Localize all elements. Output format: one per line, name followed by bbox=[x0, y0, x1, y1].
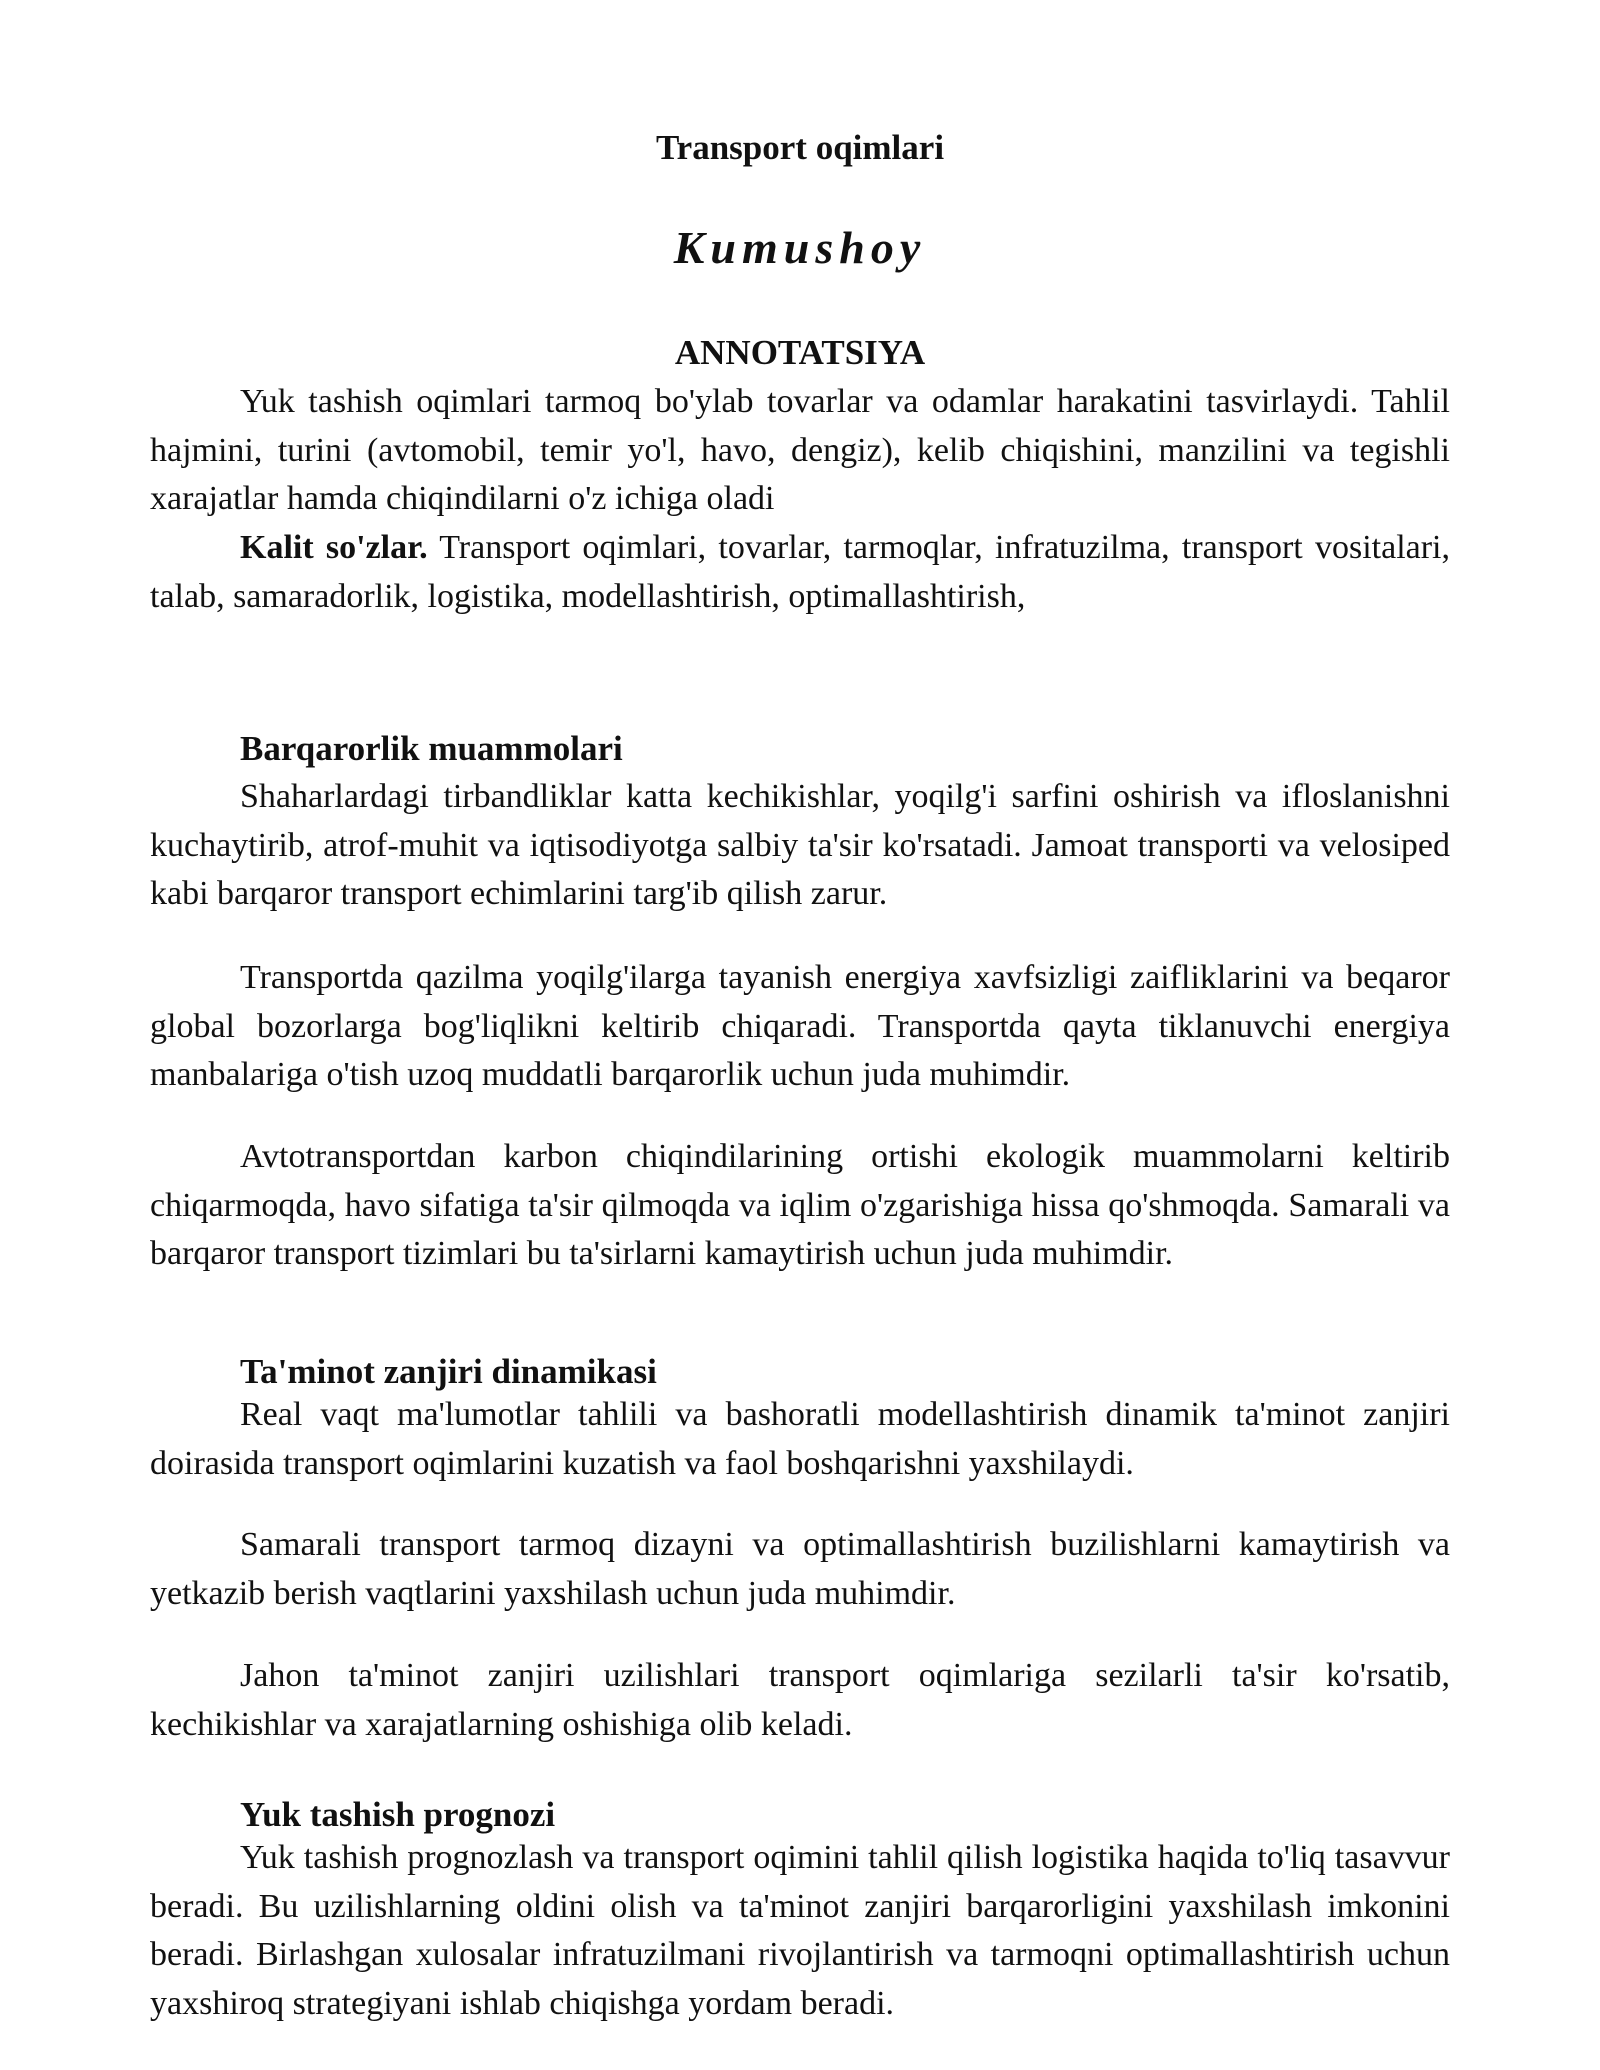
section-heading-sustainability: Barqarorlik muammolari bbox=[240, 729, 623, 768]
keywords-paragraph bbox=[150, 524, 1450, 621]
keywords-label: Kalit so'zlar. bbox=[240, 529, 428, 566]
section-paragraph: Yuk tashish prognozlash va transport oqimini tahlil qilish logistika haqida to'liq tasavvur beradi. Bu uzilishlarning oldini olish va ta'minot zanjiri barqarorligini yaxshilash imkonini beradi. Birlashgan xulosalar infratuzilmani rivojlantirish va tarmoqni optimallashtirish uchun yaxshiroq strategiyani ishlab chiqishga yordam beradi. bbox=[150, 1839, 1450, 2022]
section-paragraph: Shaharlardagi tirbandliklar katta kechikishlar, yoqilg'i sarfini oshirish va ifloslanishni kuchaytirib, atrof-muhit va iqtisodiyotga salbiy ta'sir ko'rsatadi. Jamoat transporti va velosiped kabi barqaror transport echimlarini targ'ib qilish zarur. bbox=[150, 778, 1450, 912]
author-name: Kumushoy bbox=[673, 222, 927, 273]
section-paragraph: Samarali transport tarmoq dizayni va optimallashtirish buzilishlarni kamaytirish va yetkazib berish vaqtlarini yaxshilash uchun juda muhimdir. bbox=[150, 1526, 1450, 1612]
document-title: Transport oqimlari bbox=[655, 128, 945, 167]
section-paragraph: Jahon ta'minot zanjiri uzilishlari transport oqimlariga sezilarli ta'sir ko'rsatib, kechikishlar va xarajatlarning oshishiga olib keladi. bbox=[150, 1657, 1450, 1743]
annotation-heading: ANNOTATSIYA bbox=[674, 333, 926, 372]
section-paragraph: Transportda qazilma yoqilg'ilarga tayanish energiya xavfsizligi zaifliklarini va beqaror global bozorlarga bog'liqlikni keltirib chiqaradi. Transportda qayta tiklanuvchi energiya manbalariga o'tish uzoq muddatli barqarorlik uchun juda muhimdir. bbox=[150, 959, 1450, 1093]
section-paragraph: Avtotransportdan karbon chiqindilarining ortishi ekologik muammolarni keltirib chiqarmoqda, havo sifatiga ta'sir qilmoqda va iqlim o'zgarishiga hissa qo'shmoqda. Samarali va barqaror transport tizimlari bu ta'sirlarni kamaytirish uchun juda muhimdir. bbox=[150, 1138, 1450, 1272]
annotation-paragraph: Yuk tashish oqimlari tarmoq bo'ylab tovarlar va odamlar harakatini tasvirlaydi. Tahlil hajmini, turini (avtomobil, temir yo'l, havo, dengiz), kelib chiqishini, manzilini va tegishli xarajatlar hamda chiqindilarni o'z ichiga oladi bbox=[150, 383, 1450, 517]
keywords-text: Transport oqimlari, tovarlar, tarmoqlar, infratuzilma, transport vositalari, talab, samaradorlik, logistika, modellashtirish, optimallashtirish, bbox=[150, 529, 1450, 615]
section-paragraph: Real vaqt ma'lumotlar tahlili va bashoratli modellashtirish dinamik ta'minot zanjiri doirasida transport oqimlarini kuzatish va faol boshqarishni yaxshilaydi. bbox=[150, 1396, 1450, 1482]
section-heading-supply-chain: Ta'minot zanjiri dinamikasi bbox=[240, 1352, 657, 1391]
section-heading-freight-forecast: Yuk tashish prognozi bbox=[240, 1795, 556, 1834]
